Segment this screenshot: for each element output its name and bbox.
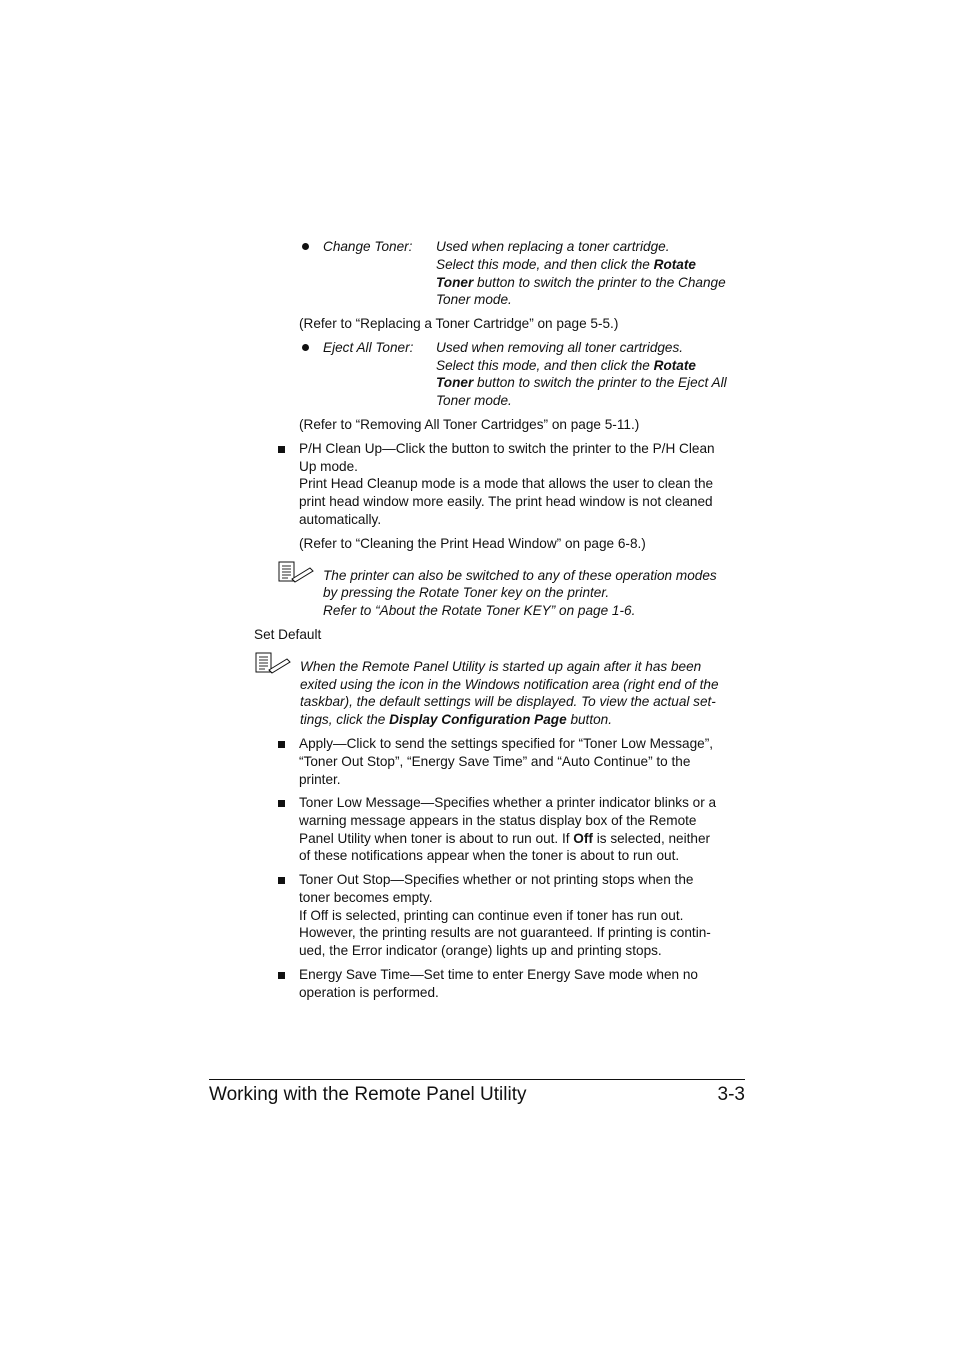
mode-desc-line: Select this mode, and then click the Rotate	[436, 358, 696, 373]
bullet-dot	[302, 344, 309, 351]
mode-desc-line: Toner mode.	[436, 292, 512, 307]
item-line: warning message appears in the status display box of the Remote	[299, 813, 697, 828]
item-line: toner becomes empty.	[299, 890, 433, 905]
bullet-square	[278, 741, 285, 748]
mode-desc-line: Toner mode.	[436, 393, 512, 408]
item-line: operation is performed.	[299, 985, 439, 1000]
mode-desc-line: Toner button to switch the printer to the Change	[436, 275, 726, 290]
section-heading-set-default: Set Default	[254, 627, 322, 642]
note-line: by pressing the Rotate Toner key on the printer.	[323, 585, 610, 600]
bullet-square	[278, 800, 285, 807]
item-line: If Off is selected, printing can continue even if toner has run out.	[299, 908, 684, 923]
bullet-dot	[302, 243, 309, 250]
note-line: exited using the icon in the Windows notification area (right end of the	[300, 677, 719, 692]
note-line: The printer can also be switched to any of these operation modes	[323, 568, 717, 583]
item-line: Apply—Click to send the settings specified for “Toner Low Message”,	[299, 736, 714, 751]
item-line: printer.	[299, 772, 341, 787]
mode-desc-line: Select this mode, and then click the Rotate	[436, 257, 696, 272]
page-number: 3-3	[717, 1084, 745, 1105]
item-line: Toner Out Stop—Specifies whether or not printing stops when the	[299, 872, 694, 887]
item-line: of these notifications appear when the toner is about to run out.	[299, 848, 680, 863]
note-pencil-icon	[255, 651, 291, 675]
mode-desc-line: Used when removing all toner cartridges.	[436, 340, 684, 355]
ph-clean-line: Up mode.	[299, 459, 358, 474]
note-line: tings, click the Display Configuration Page button.	[300, 712, 613, 727]
mode-desc-line: Toner button to switch the printer to the Eject All	[436, 375, 727, 390]
note-pencil-icon	[278, 560, 314, 584]
item-line: Toner Low Message—Specifies whether a printer indicator blinks or a	[299, 795, 717, 810]
ph-clean-line: print head window more easily. The print head window is not cleaned	[299, 494, 713, 509]
note-line: Refer to “About the Rotate Toner KEY” on page 1-6.	[323, 603, 636, 618]
item-line: However, the printing results are not guaranteed. If printing is contin-	[299, 925, 711, 940]
refer-replacing-toner: (Refer to “Replacing a Toner Cartridge” on page 5-5.)	[299, 316, 619, 331]
mode-desc-line: Used when replacing a toner cartridge.	[436, 239, 670, 254]
ph-clean-line: P/H Clean Up—Click the button to switch the printer to the P/H Clean	[299, 441, 715, 456]
refer-cleaning-print-head: (Refer to “Cleaning the Print Head Window” on page 6-8.)	[299, 536, 646, 551]
note-line: taskbar), the default settings will be displayed. To view the actual set-	[300, 694, 716, 709]
item-line: ued, the Error indicator (orange) lights up and printing stops.	[299, 943, 662, 958]
mode-label-eject-all-toner: Eject All Toner:	[323, 340, 414, 355]
footer-rule	[209, 1079, 745, 1080]
ph-clean-line: Print Head Cleanup mode is a mode that allows the user to clean the	[299, 476, 714, 491]
note-line: When the Remote Panel Utility is started up again after it has been	[300, 659, 702, 674]
item-line: Energy Save Time—Set time to enter Energy Save mode when no	[299, 967, 698, 982]
item-line: “Toner Out Stop”, “Energy Save Time” and “Auto Continue” to the	[299, 754, 691, 769]
item-line: Panel Utility when toner is about to run out. If Off is selected, neither	[299, 831, 711, 846]
bullet-square	[278, 972, 285, 979]
footer-title: Working with the Remote Panel Utility	[209, 1084, 527, 1105]
ph-clean-line: automatically.	[299, 512, 382, 527]
mode-label-change-toner: Change Toner:	[323, 239, 413, 254]
refer-removing-toner: (Refer to “Removing All Toner Cartridges” on page 5-11.)	[299, 417, 640, 432]
bullet-square	[278, 877, 285, 884]
bullet-square	[278, 446, 285, 453]
